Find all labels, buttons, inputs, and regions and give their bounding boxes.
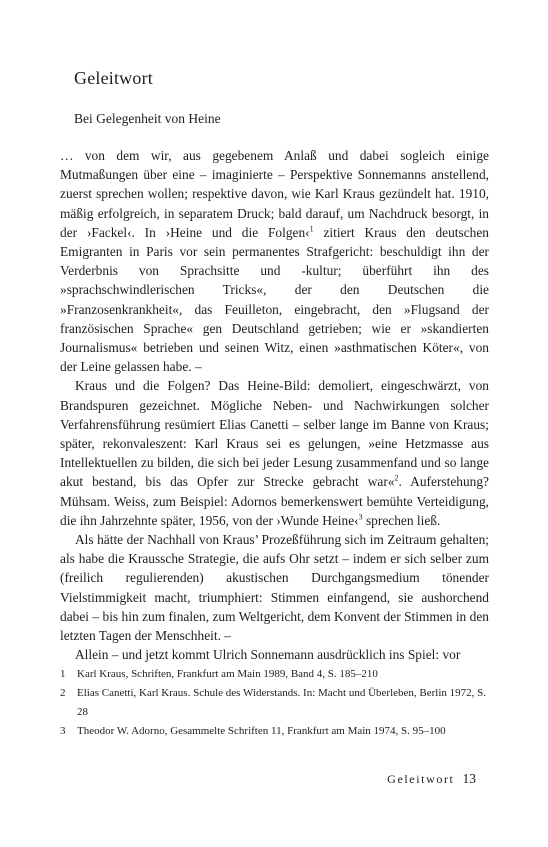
paragraph-text: Kraus und die Folgen? Das Heine-Bild: demoliert, eingeschwärzt, von Brandspuren gezeichnet. Mögliche Neben- und Nachwirkungen solcher Verfahrensführung resümiert Elias Canetti – selber lange im Banne von Kraus; später, rekonvaleszent: Karl Kraus sei es gelungen, »eine Hetzmasse aus Intellektuellen zu bilden, die sich bei jeder Lesung zusammenfand und so lange akut bestand, bis das Opfer zur Strecke gebracht war«: [60, 378, 489, 490]
footnote-text: Elias Canetti, Karl Kraus. Schule des Widerstands. In: Macht und Überleben, Berlin 1972, S. 28: [77, 687, 487, 718]
footnotes: [60, 665, 489, 741]
footnote: [60, 684, 489, 722]
body-text: [60, 146, 489, 664]
footnote-text: Theodor W. Adorno, Gesammelte Schriften 11, Frankfurt am Main 1974, S. 95–100: [77, 725, 446, 737]
paragraph-text: … von dem wir, aus gegebenem Anlaß und dabei sogleich einige Mutmaßungen über eine – imaginierte – Perspektive Sonnemanns anstellend, zuerst sprechen wollen; respektive davon, wie Karl Kraus gezündelt hat. 1910, mäßig erfolgreich, in separatem Druck; bald darauf, um Nachdruck besorgt, in der ›Fackel‹. In ›Heine und die Folgen‹: [60, 148, 489, 240]
running-head: [387, 771, 476, 787]
footnote: [60, 665, 489, 684]
paragraph: [60, 645, 489, 664]
footnote-number: 1: [60, 668, 66, 680]
subtitle: Bei Gelegenheit von Heine: [74, 111, 221, 126]
paragraph-text: . Auferstehung? Mühsam. Weiss, zum Beispiel: Adornos bemerkenswert bemühte Verteidigung, die ihn Jahrzehnte später, 1956, von der ›Wunde Heine‹: [60, 474, 489, 528]
paragraph: [60, 376, 489, 530]
footnote-marker: 1: [309, 224, 314, 234]
paragraph-text: sprechen ließ.: [362, 512, 441, 528]
footnote-text: Karl Kraus, Schriften, Frankfurt am Main 1989, Band 4, S. 185–210: [77, 668, 378, 680]
paragraph: [60, 146, 489, 376]
section-title: Geleitwort: [74, 68, 153, 88]
footnote-marker: 2: [394, 473, 399, 483]
footnote: [60, 722, 489, 741]
paragraph-text: Als hätte der Nachhall von Kraus’ Prozeßführung sich im Zeitraum gehalten; als habe die Kraussche Strategie, die aufs Ohr setzt – indem er sich selber zum (freilich regulierenden) akustischen Durchgangsmedium tönender Vielstimmigkeit macht, triumphiert: Stimmen einfangend, sie aushorchend dabei – bis hin zum finalen, zum Weltgericht, dem Konvent der Stimmen in den letzten Tagen der Menschheit. –: [60, 532, 489, 644]
paragraph: [60, 530, 489, 645]
footnote-number: 2: [60, 687, 66, 699]
paragraph-text: zitiert Kraus den deutschen Emigranten in Paris vor sein permanentes Strafgericht: beschuldigt ihn der Verderbnis von Sprachsitte und -kultur; überführt ihn des »sprachschwindlerischen Tricks«, der den Deutschen die »Franzosenkrankheit«, das Feuilleton, eingebracht, den »Flugsand der französischen Sprache« gen Deutschland getrieben; wie er »skandierten Journalismus« betrieben und seinen Witz, einen »asthmatischen Köter«, von der Leine gelassen habe. –: [60, 224, 489, 375]
page-number: 13: [462, 771, 476, 786]
footnote-marker: 3: [358, 512, 363, 522]
footnote-number: 3: [60, 725, 66, 737]
paragraph-text: Allein – und jetzt kommt Ulrich Sonnemann ausdrücklich ins Spiel: vor: [75, 647, 461, 663]
running-head-title: Geleitwort: [387, 772, 455, 786]
